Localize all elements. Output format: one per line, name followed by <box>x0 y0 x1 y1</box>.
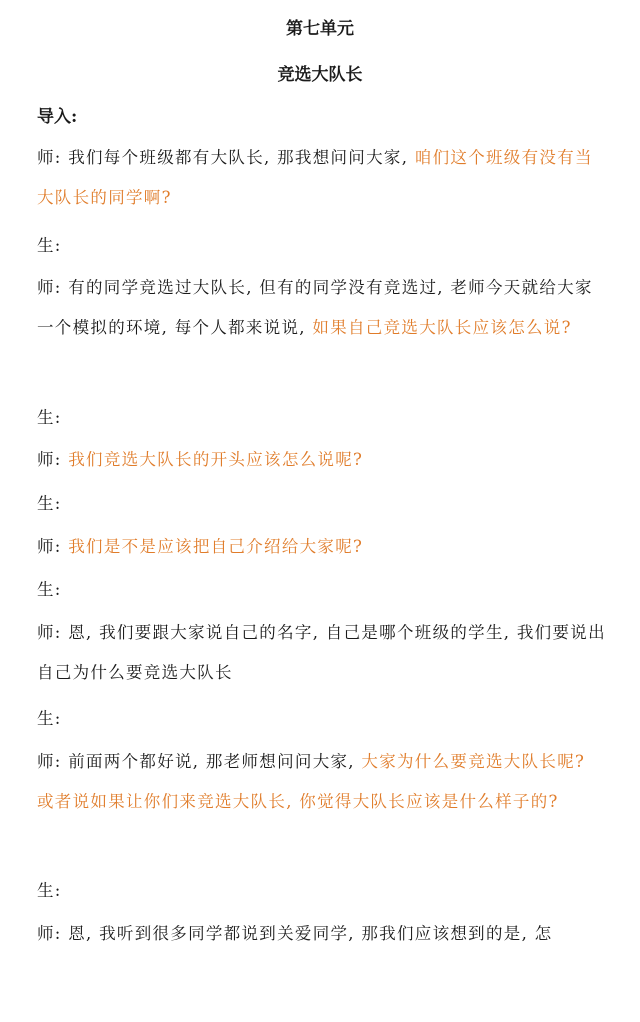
paragraph-text: 师: 我们每个班级都有大队长, 那我想问问大家, <box>37 148 415 167</box>
highlighted-text: 如果自己竞选大队长应该怎么说? <box>312 318 572 337</box>
paragraph-text: 生: <box>37 408 62 427</box>
paragraph-text: 生: <box>37 236 62 255</box>
dialogue-paragraph <box>37 268 609 348</box>
dialogue-paragraph <box>37 742 609 822</box>
paragraph-text: 生: <box>37 709 62 728</box>
paragraph-text: 师: 有的同学竞选过大队长, 但有的同学没有竞选过, 老师今天就给大家一个模拟的环境, 每个人都来说说, <box>37 278 593 337</box>
lesson-title: 竞选大队长 <box>277 65 363 85</box>
dialogue-paragraph <box>37 398 609 438</box>
dialogue-paragraph <box>37 699 609 739</box>
highlighted-text: 我们竞选大队长的开头应该怎么说呢? <box>68 450 364 469</box>
dialogue-paragraph <box>37 484 609 524</box>
paragraph-text: 师: 恩, 我们要跟大家说自己的名字, 自己是哪个班级的学生, 我们要说出自己为什么要竞选大队长 <box>37 623 606 682</box>
paragraph-text: 生: <box>37 881 62 900</box>
paragraph-text: 生: <box>37 494 62 513</box>
dialogue-paragraph <box>37 226 609 266</box>
dialogue-paragraph <box>37 613 609 693</box>
highlighted-text: 咱们这个班级有没有当大队长的同学啊? <box>37 148 593 207</box>
section-label-intro: 导入: <box>37 107 78 127</box>
dialogue-paragraph <box>37 914 609 954</box>
dialogue-paragraph <box>37 570 609 610</box>
unit-title: 第七单元 <box>286 19 354 39</box>
paragraph-text: 师: <box>37 537 69 556</box>
paragraph-text: 师: <box>37 450 69 469</box>
dialogue-paragraph <box>37 440 609 480</box>
dialogue-paragraph <box>37 138 609 218</box>
dialogue-paragraph <box>37 527 609 567</box>
paragraph-text: 师: 恩, 我听到很多同学都说到关爱同学, 那我们应该想到的是, 怎 <box>37 924 553 943</box>
paragraph-text: 师: 前面两个都好说, 那老师想问问大家, <box>37 752 362 771</box>
highlighted-text: 大家为什么要竞选大队长呢? 或者说如果让你们来竞选大队长, 你觉得大队长应该是什么样子的? <box>37 752 586 811</box>
highlighted-text: 我们是不是应该把自己介绍给大家呢? <box>68 537 364 556</box>
paragraph-text: 生: <box>37 580 62 599</box>
dialogue-paragraph <box>37 871 609 911</box>
